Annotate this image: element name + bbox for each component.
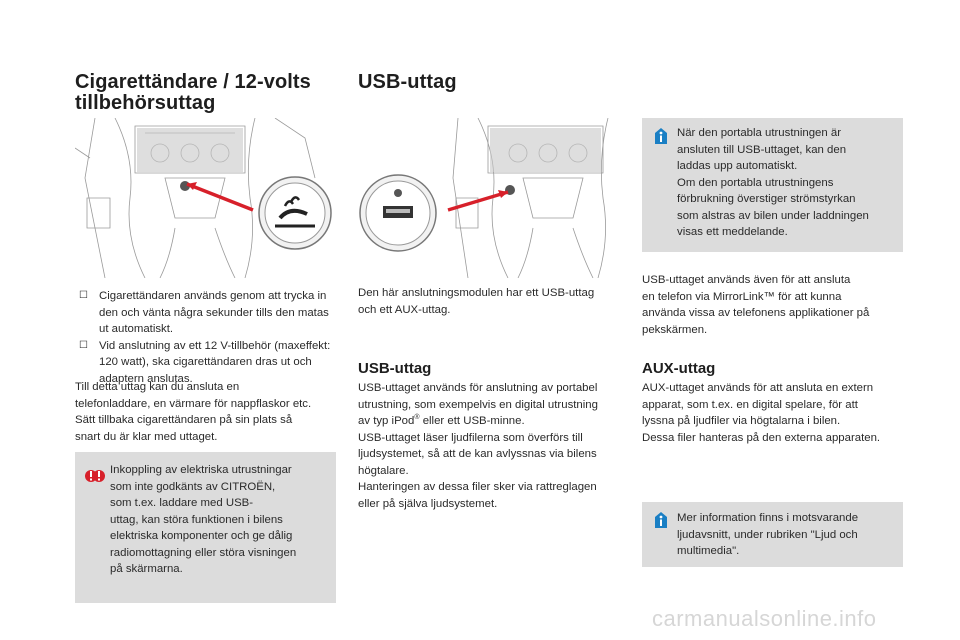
aux-title: AUX-uttag (642, 360, 716, 377)
info-line: visas ett meddelande. (677, 226, 788, 238)
bullet-text: Cigarettändaren används genom att trycka in den och vänta några sekunder tills den matas ut automatiskt. (99, 290, 329, 335)
info-line: Mer information finns i motsvarande (677, 512, 859, 524)
warning-line: som inte godkänts av CITROËN, (110, 480, 276, 493)
para-line: telefonladdare, en värmare för nappflaskor etc. (75, 397, 312, 410)
info-box-more (642, 502, 903, 567)
title-line-2: tillbehörsuttag (75, 92, 216, 114)
para-line: ljudsystemet, så att de kan avlyssnas via bilens (358, 448, 597, 460)
cigarette-lighter-paragraph (75, 379, 340, 445)
para-line: pekskärmen. (642, 323, 708, 336)
para-line: AUX-uttaget används för att ansluta en extern (642, 382, 874, 394)
aux-body (642, 380, 922, 446)
section-title-usb: USB-uttag (358, 71, 457, 93)
warning-line: uttag, kan störa funktionen i bilens (110, 513, 283, 526)
info-line: multimedia". (677, 545, 740, 557)
info-line: ljudavsnitt, under rubriken "Ljud och (677, 528, 858, 541)
para-line: Till detta uttag kan du ansluta en (75, 381, 240, 393)
para-line: lyssna på ljudfiler via högtalarna i bilen. (642, 415, 841, 427)
registered-mark: ® (414, 414, 420, 422)
usb-socket-illustration (358, 118, 620, 278)
list-item (75, 288, 337, 338)
info-line: Om den portabla utrustningens (677, 176, 834, 189)
para-line: och ett AUX-uttag. (358, 303, 451, 316)
para-line: utrustning, som exempelvis en digital utrustning (358, 398, 598, 411)
info-icon (654, 511, 668, 529)
section-title-cigarette-lighter (75, 72, 345, 114)
usb-body (358, 380, 630, 512)
para-line: Sätt tillbaka cigarettändaren på sin plats så (75, 414, 293, 426)
warning-line: Inkoppling av elektriska utrustningar (110, 464, 292, 476)
para-line: Hanteringen av dessa filer sker via rattreglagen (358, 481, 597, 493)
info-icon (654, 127, 668, 145)
info-line: förbrukning överstiger strömstyrkan (677, 193, 856, 205)
info-text-more (677, 510, 897, 560)
para-line: USB-uttaget används även för att ansluta (642, 274, 851, 286)
cigarette-lighter-illustration (75, 118, 335, 278)
info-line: När den portabla utrustningen är (677, 127, 842, 139)
warning-line: radiomottagning eller störa visningen (110, 546, 297, 559)
warning-line: på skärmarna. (110, 563, 183, 575)
para-line: USB-uttaget läser ljudfilerna som överförs till (358, 431, 583, 444)
info-line: som alstras av bilen under laddningen (677, 209, 869, 222)
usb-intro (358, 285, 623, 318)
para-line: USB-uttaget används för anslutning av portabel (358, 382, 598, 394)
warning-icon (85, 465, 105, 487)
para-line: en telefon via MirrorLink™ för att kunna (642, 290, 842, 303)
watermark[interactable]: carmanualsonline.info (652, 606, 877, 631)
para-line: av typ iPod (358, 415, 415, 427)
info-box-charging (642, 118, 903, 252)
para-line: högtalare. (358, 464, 409, 477)
info-line: ansluten till USB-uttaget, kan den (677, 143, 847, 156)
bullet-marker: ☐ (79, 290, 88, 301)
para-line: använda vissa av telefonens applikationer på (642, 307, 870, 319)
para-line: eller på själva ljudsystemet. (358, 497, 498, 510)
mirrorlink-paragraph (642, 272, 907, 338)
cigarette-lighter-bullets (75, 288, 337, 387)
para-line: snart du är klar med uttaget. (75, 430, 218, 443)
bullet-text: Vid anslutning av ett 12 V-tillbehör (maxeffekt: 120 watt), ska cigarettändaren dras ut och adaptern anslutas. (99, 339, 331, 385)
warning-box (75, 452, 336, 603)
bullet-marker: ☐ (79, 339, 88, 351)
warning-line: som t.ex. laddare med USB- (110, 497, 254, 509)
info-text-charging (677, 125, 897, 241)
para-line: apparat, som t.ex. en digital spelare, för att (642, 398, 858, 411)
title-line-1: Cigarettändare / 12-volts (75, 71, 311, 93)
info-line: laddas upp automatiskt. (677, 160, 798, 172)
usb-sub-title: USB-uttag (358, 360, 432, 377)
para-line: Den här anslutningsmodulen har ett USB-uttag (358, 287, 595, 299)
warning-text (110, 462, 330, 578)
para-line: eller ett USB-minne. (419, 415, 525, 427)
para-line: Dessa filer hanteras på den externa apparaten. (642, 431, 881, 444)
warning-line: elektriska komponenter och ge dålig (110, 530, 293, 542)
